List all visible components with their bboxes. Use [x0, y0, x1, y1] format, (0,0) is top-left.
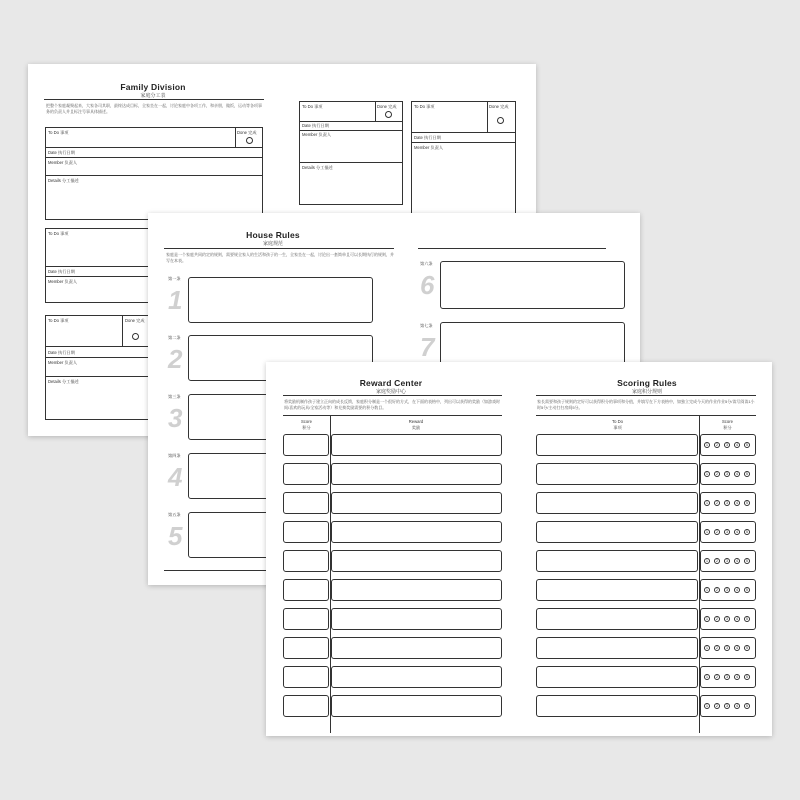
reward-score-cell[interactable] — [283, 550, 329, 572]
score-point-circle[interactable]: 2 — [714, 500, 720, 506]
score-point-circle[interactable]: 3 — [724, 529, 730, 535]
done-checkbox[interactable] — [246, 137, 253, 144]
score-point-circle[interactable]: 1 — [704, 587, 710, 593]
score-point-circle[interactable]: 4 — [734, 471, 740, 477]
reward-score-cell[interactable] — [283, 579, 329, 601]
score-point-circle[interactable]: 3 — [724, 500, 730, 506]
done-checkbox[interactable] — [497, 117, 504, 124]
card-divider — [122, 316, 123, 346]
score-point-circle[interactable]: 2 — [714, 587, 720, 593]
scoring-subtitle: 家庭积分规则 — [631, 389, 662, 395]
member-label: Member 负责人 — [414, 145, 444, 150]
reward-title: Reward Center — [359, 378, 423, 388]
reward-score-cell[interactable] — [283, 695, 329, 717]
reward-cell[interactable] — [331, 608, 502, 630]
score-point-circle[interactable]: 4 — [734, 645, 740, 651]
score-point-circle[interactable]: 1 — [704, 442, 710, 448]
card-divider — [375, 102, 376, 121]
score-point-circle[interactable]: 1 — [704, 645, 710, 651]
date-label: Date 执行日期 — [48, 350, 75, 355]
rule-input-box[interactable] — [188, 277, 373, 323]
score-point-circle[interactable]: 4 — [734, 529, 740, 535]
score-point-circle[interactable]: 3 — [724, 645, 730, 651]
card-divider — [46, 157, 262, 158]
rule-label: 第五条 — [168, 512, 181, 517]
scoring-header-rule — [536, 415, 756, 416]
score-point-circle[interactable]: 2 — [714, 674, 720, 680]
score-point-circle[interactable]: 3 — [724, 471, 730, 477]
reward-cell[interactable] — [331, 666, 502, 688]
todo-label: To Do 事项 — [48, 231, 69, 236]
score-point-circle[interactable]: 2 — [714, 471, 720, 477]
date-label: Date 执行日期 — [48, 150, 75, 155]
scoring-title-rule — [536, 395, 756, 396]
score-point-circle[interactable]: 3 — [724, 587, 730, 593]
score-point-circle[interactable]: 4 — [734, 558, 740, 564]
score-point-circle[interactable]: 5 — [744, 616, 750, 622]
reward-score-cell[interactable] — [283, 463, 329, 485]
family-description: 把整个家庭凝聚起来，大家各司其职，最终达成目标，全家坐在一起，讨论家庭中各项工作，和亲朋，做饭，运动等各项事务的负责人并且标注号事具体描述。 — [46, 103, 262, 114]
card-divider — [300, 130, 402, 131]
details-label: Details 分工描述 — [48, 178, 79, 183]
score-point-circle[interactable]: 5 — [744, 674, 750, 680]
scoring-todo-header-sub: 事项 — [613, 425, 622, 430]
score-point-circle[interactable]: 3 — [724, 703, 730, 709]
rule-number: 1 — [168, 285, 183, 315]
rule-number: 7 — [420, 332, 435, 362]
card-divider — [412, 142, 515, 143]
score-point-circle[interactable]: 1 — [704, 500, 710, 506]
scoring-todo-cell[interactable] — [536, 608, 698, 630]
score-point-circle[interactable]: 3 — [724, 616, 730, 622]
score-point-circle[interactable]: 1 — [704, 703, 710, 709]
todo-label: To Do 事项 — [414, 104, 435, 109]
rule-number: 6 — [420, 270, 435, 300]
rule-label: 第三条 — [168, 394, 181, 399]
scoring-todo-cell[interactable] — [536, 492, 698, 514]
reward-cell[interactable] — [331, 695, 502, 717]
reward-cell[interactable] — [331, 579, 502, 601]
reward-description: 将奖励机制作孩子建立正向的成长反馈，家庭积分制是一个很好的方式，在下面的表格中，列出可以获得的奖励（如游戏时间/喜欢的玩具/全家活动等）和兑换奖励需要的积分数目。 — [284, 399, 500, 410]
house-title: House Rules — [246, 230, 300, 240]
card-divider — [300, 162, 402, 163]
date-label: Date 执行日期 — [414, 135, 441, 140]
reward-header-rule — [283, 415, 502, 416]
reward-score-header: Score — [301, 419, 312, 424]
score-point-circle[interactable]: 4 — [734, 500, 740, 506]
rule-number: 5 — [168, 521, 183, 551]
reward-cell[interactable] — [331, 434, 502, 456]
scoring-todo-header: To Do — [612, 419, 623, 424]
reward-header-sub: 奖励 — [411, 425, 421, 430]
house-subtitle: 家庭规范 — [262, 241, 283, 247]
reward-scoring-sheet — [266, 362, 772, 736]
todo-label: To Do 事项 — [302, 104, 323, 109]
reward-cell[interactable] — [331, 521, 502, 543]
done-label: Done 完成 — [237, 130, 257, 135]
score-point-circle[interactable]: 2 — [714, 442, 720, 448]
member-label: Member 负责人 — [48, 160, 78, 165]
reward-title-rule — [283, 395, 502, 396]
score-point-circle[interactable]: 5 — [744, 587, 750, 593]
card-divider — [235, 128, 236, 147]
score-point-circle[interactable]: 5 — [744, 645, 750, 651]
score-point-circle[interactable]: 3 — [724, 674, 730, 680]
card-divider — [412, 132, 515, 133]
score-point-circle[interactable]: 1 — [704, 471, 710, 477]
rule-label: 第二条 — [168, 335, 181, 340]
score-point-circle[interactable]: 5 — [744, 500, 750, 506]
division-card — [299, 101, 403, 205]
todo-label: To Do 事项 — [48, 318, 69, 323]
todo-label: To Do 事项 — [48, 130, 69, 135]
rule-number: 3 — [168, 403, 183, 433]
card-divider — [300, 121, 402, 122]
date-label: Date 执行日期 — [302, 123, 329, 128]
family-title: Family Division — [120, 82, 186, 92]
scoring-score-header-sub: 积分 — [723, 425, 732, 430]
house-title-rule-right — [418, 248, 606, 249]
score-point-circle[interactable]: 5 — [744, 442, 750, 448]
done-label: Done 完成 — [377, 104, 397, 109]
house-description: 家庭是一个家庭共同约定的规则，需要规全家人的生活和孩子的一生，全家坐在一起，讨论出一套简单且可以长期执行的规则，并写在本表。 — [166, 252, 394, 263]
card-divider — [46, 147, 262, 148]
reward-subtitle: 家庭奖励中心 — [375, 389, 406, 395]
score-point-circle[interactable]: 2 — [714, 616, 720, 622]
card-divider — [46, 175, 262, 176]
score-point-circle[interactable]: 4 — [734, 674, 740, 680]
score-point-circle[interactable]: 4 — [734, 442, 740, 448]
date-label: Date 执行日期 — [48, 269, 75, 274]
reward-score-header-sub: 积分 — [302, 425, 311, 430]
reward-cell[interactable] — [331, 637, 502, 659]
rule-number: 4 — [168, 462, 183, 492]
scoring-description: 家长需要和孩子规则约定好可以获得积分的事项和分值，并填写在下方表格中，如独立完成今天的作业作业5分/读写阅读1小时5分/主动打扫房间5分。 — [537, 399, 755, 410]
score-point-circle[interactable]: 1 — [704, 529, 710, 535]
scoring-todo-cell[interactable] — [536, 579, 698, 601]
details-label: Details 分工描述 — [48, 379, 79, 384]
rule-label: 第七条 — [420, 323, 433, 328]
scoring-title: Scoring Rules — [617, 378, 677, 388]
house-title-rule — [164, 248, 394, 249]
score-point-circle[interactable]: 5 — [744, 471, 750, 477]
score-point-circle[interactable]: 3 — [724, 558, 730, 564]
division-card — [45, 127, 263, 220]
score-point-circle[interactable]: 3 — [724, 442, 730, 448]
reward-score-cell[interactable] — [283, 492, 329, 514]
reward-score-cell[interactable] — [283, 434, 329, 456]
scoring-todo-cell[interactable] — [536, 666, 698, 688]
reward-cell[interactable] — [331, 550, 502, 572]
details-label: Details 分工描述 — [302, 165, 333, 170]
reward-cell[interactable] — [331, 492, 502, 514]
card-divider — [487, 102, 488, 132]
rule-label: 第四条 — [168, 453, 181, 458]
scoring-todo-cell[interactable] — [536, 637, 698, 659]
scoring-todo-cell[interactable] — [536, 521, 698, 543]
reward-cell[interactable] — [331, 463, 502, 485]
reward-score-cell[interactable] — [283, 637, 329, 659]
reward-score-cell[interactable] — [283, 521, 329, 543]
scoring-todo-cell[interactable] — [536, 695, 698, 717]
score-point-circle[interactable]: 2 — [714, 558, 720, 564]
family-title-rule — [44, 99, 264, 100]
score-point-circle[interactable]: 5 — [744, 558, 750, 564]
score-point-circle[interactable]: 4 — [734, 587, 740, 593]
scoring-todo-cell[interactable] — [536, 550, 698, 572]
family-subtitle: 家庭分工表 — [140, 93, 166, 99]
score-point-circle[interactable]: 4 — [734, 703, 740, 709]
done-label: Done 完成 — [125, 318, 145, 323]
done-checkbox[interactable] — [385, 111, 392, 118]
done-checkbox[interactable] — [132, 333, 139, 340]
reward-header: Reward — [408, 419, 424, 424]
done-label: Done 完成 — [489, 104, 509, 109]
member-label: Member 负责人 — [48, 279, 78, 284]
member-label: Member 负责人 — [48, 360, 78, 365]
scoring-score-header: Score — [722, 419, 733, 424]
rule-label: 第一条 — [168, 276, 181, 281]
score-point-circle[interactable]: 4 — [734, 616, 740, 622]
rule-label: 第六条 — [420, 261, 433, 266]
member-label: Member 负责人 — [302, 132, 332, 137]
reward-score-cell[interactable] — [283, 608, 329, 630]
reward-score-cell[interactable] — [283, 666, 329, 688]
score-point-circle[interactable]: 5 — [744, 529, 750, 535]
division-card — [411, 101, 516, 217]
rule-number: 2 — [168, 344, 183, 374]
rule-input-box[interactable] — [440, 261, 625, 309]
score-point-circle[interactable]: 5 — [744, 703, 750, 709]
scoring-todo-cell[interactable] — [536, 434, 698, 456]
score-point-circle[interactable]: 2 — [714, 529, 720, 535]
score-point-circle[interactable]: 2 — [714, 645, 720, 651]
score-point-circle[interactable]: 1 — [704, 674, 710, 680]
score-point-circle[interactable]: 1 — [704, 558, 710, 564]
score-point-circle[interactable]: 2 — [714, 703, 720, 709]
scoring-todo-cell[interactable] — [536, 463, 698, 485]
score-point-circle[interactable]: 1 — [704, 616, 710, 622]
